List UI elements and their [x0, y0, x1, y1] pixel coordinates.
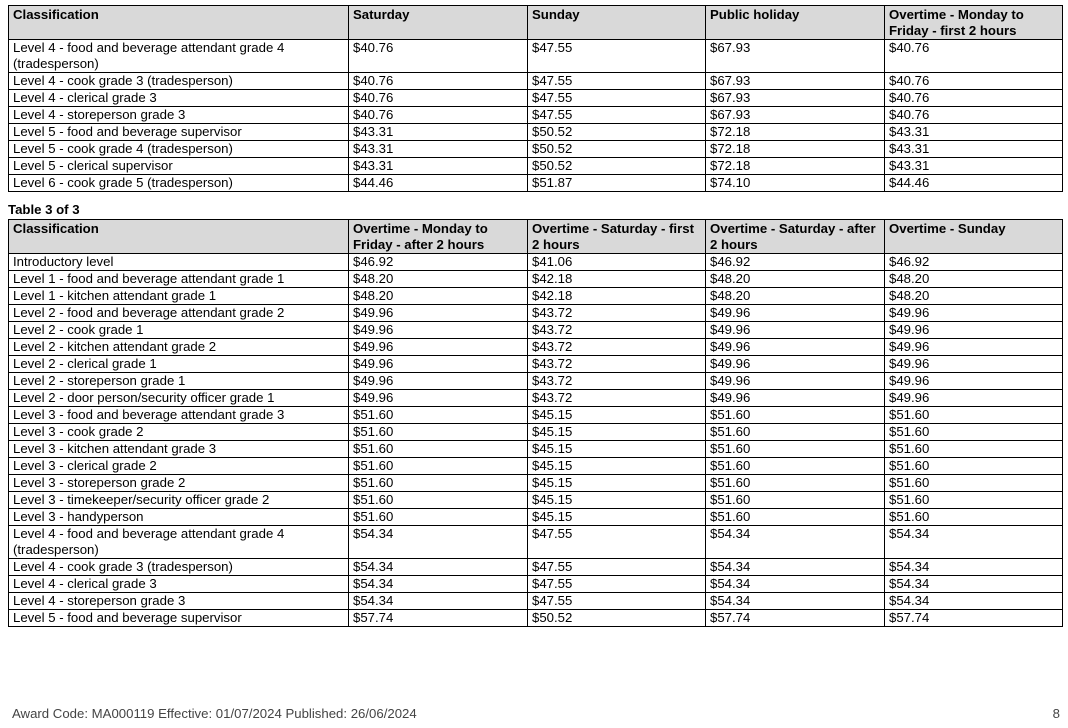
rate-cell: $45.15 [528, 407, 706, 424]
rate-cell: $67.93 [706, 73, 885, 90]
rates-table-3 [8, 219, 1063, 627]
table-row [9, 373, 1063, 390]
classification-cell: Level 4 - cook grade 3 (tradesperson) [9, 73, 349, 90]
rate-cell: $74.10 [706, 175, 885, 192]
rate-cell: $43.31 [349, 158, 528, 175]
classification-cell: Level 2 - storeperson grade 1 [9, 373, 349, 390]
rate-cell: $45.15 [528, 458, 706, 475]
rate-cell: $51.60 [706, 424, 885, 441]
rate-cell: $44.46 [349, 175, 528, 192]
rate-cell: $47.55 [528, 526, 706, 559]
rate-cell: $72.18 [706, 124, 885, 141]
column-header-overtime-saturday-first-2-hours: Overtime - Saturday - first 2 hours [528, 220, 706, 254]
rate-cell: $46.92 [349, 254, 528, 271]
rate-cell: $49.96 [706, 322, 885, 339]
rate-cell: $43.31 [885, 141, 1063, 158]
table-row [9, 322, 1063, 339]
classification-cell: Level 2 - cook grade 1 [9, 322, 349, 339]
column-header-classification: Classification [9, 6, 349, 40]
rate-cell: $47.55 [528, 576, 706, 593]
rate-cell: $49.96 [349, 322, 528, 339]
classification-cell: Level 3 - storeperson grade 2 [9, 475, 349, 492]
rate-cell: $54.34 [349, 576, 528, 593]
classification-cell: Level 4 - clerical grade 3 [9, 90, 349, 107]
rates-table-2 [8, 5, 1063, 192]
rate-cell: $51.60 [706, 509, 885, 526]
rate-cell: $72.18 [706, 158, 885, 175]
classification-cell: Level 2 - door person/security officer grade 1 [9, 390, 349, 407]
column-header-classification: Classification [9, 220, 349, 254]
rate-cell: $45.15 [528, 509, 706, 526]
page-footer [12, 706, 1060, 721]
classification-cell: Level 2 - clerical grade 1 [9, 356, 349, 373]
classification-cell: Level 2 - food and beverage attendant grade 2 [9, 305, 349, 322]
rate-cell: $48.20 [885, 271, 1063, 288]
table-row [9, 107, 1063, 124]
table-row [9, 339, 1063, 356]
rate-cell: $48.20 [885, 288, 1063, 305]
rate-cell: $47.55 [528, 73, 706, 90]
rate-cell: $40.76 [349, 73, 528, 90]
rate-cell: $49.96 [885, 356, 1063, 373]
rate-cell: $47.55 [528, 107, 706, 124]
rate-cell: $51.60 [349, 441, 528, 458]
table-row [9, 458, 1063, 475]
table-row [9, 175, 1063, 192]
rate-cell: $51.60 [706, 407, 885, 424]
rate-cell: $50.52 [528, 158, 706, 175]
rate-cell: $51.60 [885, 458, 1063, 475]
rate-cell: $45.15 [528, 424, 706, 441]
rate-cell: $49.96 [885, 339, 1063, 356]
rate-cell: $54.34 [885, 526, 1063, 559]
table-row [9, 158, 1063, 175]
rate-cell: $51.60 [885, 509, 1063, 526]
classification-cell: Level 4 - cook grade 3 (tradesperson) [9, 559, 349, 576]
rate-cell: $43.31 [885, 158, 1063, 175]
rate-cell: $48.20 [706, 288, 885, 305]
rate-cell: $49.96 [349, 390, 528, 407]
column-header-sunday: Sunday [528, 6, 706, 40]
table-row [9, 288, 1063, 305]
column-header-overtime-mon-fri-first-2-hours: Overtime - Monday to Friday - first 2 hours [885, 6, 1063, 40]
rate-cell: $48.20 [349, 271, 528, 288]
table-row [9, 90, 1063, 107]
rate-cell: $51.60 [885, 407, 1063, 424]
classification-cell: Level 1 - kitchen attendant grade 1 [9, 288, 349, 305]
classification-cell: Level 3 - food and beverage attendant grade 3 [9, 407, 349, 424]
rate-cell: $44.46 [885, 175, 1063, 192]
rate-cell: $45.15 [528, 475, 706, 492]
rate-cell: $49.96 [706, 373, 885, 390]
rate-cell: $54.34 [706, 559, 885, 576]
classification-cell: Introductory level [9, 254, 349, 271]
page-number: 8 [1052, 706, 1060, 721]
rate-cell: $67.93 [706, 40, 885, 73]
table-header-row [9, 220, 1063, 254]
classification-cell: Level 1 - food and beverage attendant grade 1 [9, 271, 349, 288]
rate-cell: $49.96 [706, 305, 885, 322]
rate-cell: $47.55 [528, 40, 706, 73]
table-row [9, 526, 1063, 559]
rate-cell: $51.60 [885, 424, 1063, 441]
table-row [9, 492, 1063, 509]
table-row [9, 254, 1063, 271]
table-row [9, 509, 1063, 526]
column-header-public-holiday: Public holiday [706, 6, 885, 40]
rate-cell: $43.72 [528, 356, 706, 373]
rate-cell: $45.15 [528, 492, 706, 509]
table-row [9, 407, 1063, 424]
rate-cell: $54.34 [706, 576, 885, 593]
rate-cell: $49.96 [349, 373, 528, 390]
classification-cell: Level 5 - cook grade 4 (tradesperson) [9, 141, 349, 158]
table-row [9, 356, 1063, 373]
column-header-overtime-saturday-after-2-hours: Overtime - Saturday - after 2 hours [706, 220, 885, 254]
rate-cell: $51.60 [706, 441, 885, 458]
rate-cell: $51.60 [706, 492, 885, 509]
rate-cell: $48.20 [349, 288, 528, 305]
rate-cell: $51.60 [349, 492, 528, 509]
rate-cell: $43.72 [528, 339, 706, 356]
rate-cell: $49.96 [706, 339, 885, 356]
column-header-overtime-mon-fri-after-2-hours: Overtime - Monday to Friday - after 2 hours [349, 220, 528, 254]
rate-cell: $48.20 [706, 271, 885, 288]
rate-cell: $54.34 [349, 526, 528, 559]
rate-cell: $43.72 [528, 322, 706, 339]
rate-cell: $40.76 [885, 40, 1063, 73]
rate-cell: $54.34 [349, 559, 528, 576]
table-row [9, 576, 1063, 593]
classification-cell: Level 4 - storeperson grade 3 [9, 593, 349, 610]
classification-cell: Level 5 - food and beverage supervisor [9, 610, 349, 627]
rate-cell: $54.34 [706, 593, 885, 610]
classification-cell: Level 4 - clerical grade 3 [9, 576, 349, 593]
classification-cell: Level 2 - kitchen attendant grade 2 [9, 339, 349, 356]
table-row [9, 610, 1063, 627]
rate-cell: $43.72 [528, 390, 706, 407]
table-row [9, 305, 1063, 322]
rate-cell: $54.34 [706, 526, 885, 559]
table-row [9, 424, 1063, 441]
classification-cell: Level 4 - storeperson grade 3 [9, 107, 349, 124]
rate-cell: $49.96 [349, 305, 528, 322]
rate-cell: $40.76 [349, 90, 528, 107]
rate-cell: $49.96 [885, 322, 1063, 339]
table-row [9, 475, 1063, 492]
rate-cell: $40.76 [349, 40, 528, 73]
rate-cell: $40.76 [349, 107, 528, 124]
table-row [9, 441, 1063, 458]
rate-cell: $51.87 [528, 175, 706, 192]
rate-cell: $46.92 [706, 254, 885, 271]
rate-cell: $51.60 [349, 458, 528, 475]
rate-cell: $54.34 [349, 593, 528, 610]
rate-cell: $67.93 [706, 90, 885, 107]
rate-cell: $49.96 [706, 356, 885, 373]
table-row [9, 40, 1063, 73]
classification-cell: Level 3 - kitchen attendant grade 3 [9, 441, 349, 458]
table-row [9, 593, 1063, 610]
rate-cell: $47.55 [528, 559, 706, 576]
rate-cell: $46.92 [885, 254, 1063, 271]
rate-cell: $72.18 [706, 141, 885, 158]
rate-cell: $51.60 [349, 407, 528, 424]
classification-cell: Level 5 - food and beverage supervisor [9, 124, 349, 141]
rate-cell: $50.52 [528, 610, 706, 627]
rate-cell: $54.34 [885, 593, 1063, 610]
table-row [9, 390, 1063, 407]
rate-cell: $45.15 [528, 441, 706, 458]
rate-cell: $54.34 [885, 576, 1063, 593]
rate-cell: $51.60 [885, 441, 1063, 458]
classification-cell: Level 5 - clerical supervisor [9, 158, 349, 175]
document-page [8, 5, 1062, 627]
rate-cell: $51.60 [349, 509, 528, 526]
rate-cell: $51.60 [885, 475, 1063, 492]
rate-cell: $49.96 [885, 390, 1063, 407]
table-row [9, 141, 1063, 158]
classification-cell: Level 3 - timekeeper/security officer grade 2 [9, 492, 349, 509]
rate-cell: $51.60 [706, 475, 885, 492]
classification-cell: Level 3 - cook grade 2 [9, 424, 349, 441]
rate-cell: $54.34 [885, 559, 1063, 576]
table-caption: Table 3 of 3 [8, 202, 80, 217]
column-header-saturday: Saturday [349, 6, 528, 40]
classification-cell: Level 6 - cook grade 5 (tradesperson) [9, 175, 349, 192]
rate-cell: $43.31 [349, 141, 528, 158]
table-row [9, 271, 1063, 288]
classification-cell: Level 4 - food and beverage attendant grade 4 (tradesperson) [9, 40, 349, 73]
classification-cell: Level 4 - food and beverage attendant grade 4 (tradesperson) [9, 526, 349, 559]
rate-cell: $40.76 [885, 90, 1063, 107]
rate-cell: $51.60 [706, 458, 885, 475]
rate-cell: $41.06 [528, 254, 706, 271]
rate-cell: $43.31 [349, 124, 528, 141]
classification-cell: Level 3 - handyperson [9, 509, 349, 526]
rate-cell: $40.76 [885, 107, 1063, 124]
rate-cell: $50.52 [528, 124, 706, 141]
rate-cell: $49.96 [885, 373, 1063, 390]
rate-cell: $43.31 [885, 124, 1063, 141]
rate-cell: $49.96 [706, 390, 885, 407]
rate-cell: $57.74 [885, 610, 1063, 627]
rate-cell: $42.18 [528, 271, 706, 288]
rate-cell: $51.60 [885, 492, 1063, 509]
rate-cell: $47.55 [528, 593, 706, 610]
table-row [9, 559, 1063, 576]
rate-cell: $51.60 [349, 475, 528, 492]
rate-cell: $47.55 [528, 90, 706, 107]
rate-cell: $43.72 [528, 305, 706, 322]
table-row [9, 73, 1063, 90]
rate-cell: $49.96 [349, 356, 528, 373]
rate-cell: $49.96 [885, 305, 1063, 322]
rate-cell: $57.74 [349, 610, 528, 627]
table-row [9, 124, 1063, 141]
column-header-overtime-sunday: Overtime - Sunday [885, 220, 1063, 254]
rate-cell: $49.96 [349, 339, 528, 356]
rate-cell: $50.52 [528, 141, 706, 158]
rate-cell: $51.60 [349, 424, 528, 441]
rate-cell: $57.74 [706, 610, 885, 627]
classification-cell: Level 3 - clerical grade 2 [9, 458, 349, 475]
award-details: Award Code: MA000119 Effective: 01/07/2024 Published: 26/06/2024 [12, 706, 417, 721]
table-header-row [9, 6, 1063, 40]
rate-cell: $42.18 [528, 288, 706, 305]
rate-cell: $67.93 [706, 107, 885, 124]
rate-cell: $43.72 [528, 373, 706, 390]
rate-cell: $40.76 [885, 73, 1063, 90]
